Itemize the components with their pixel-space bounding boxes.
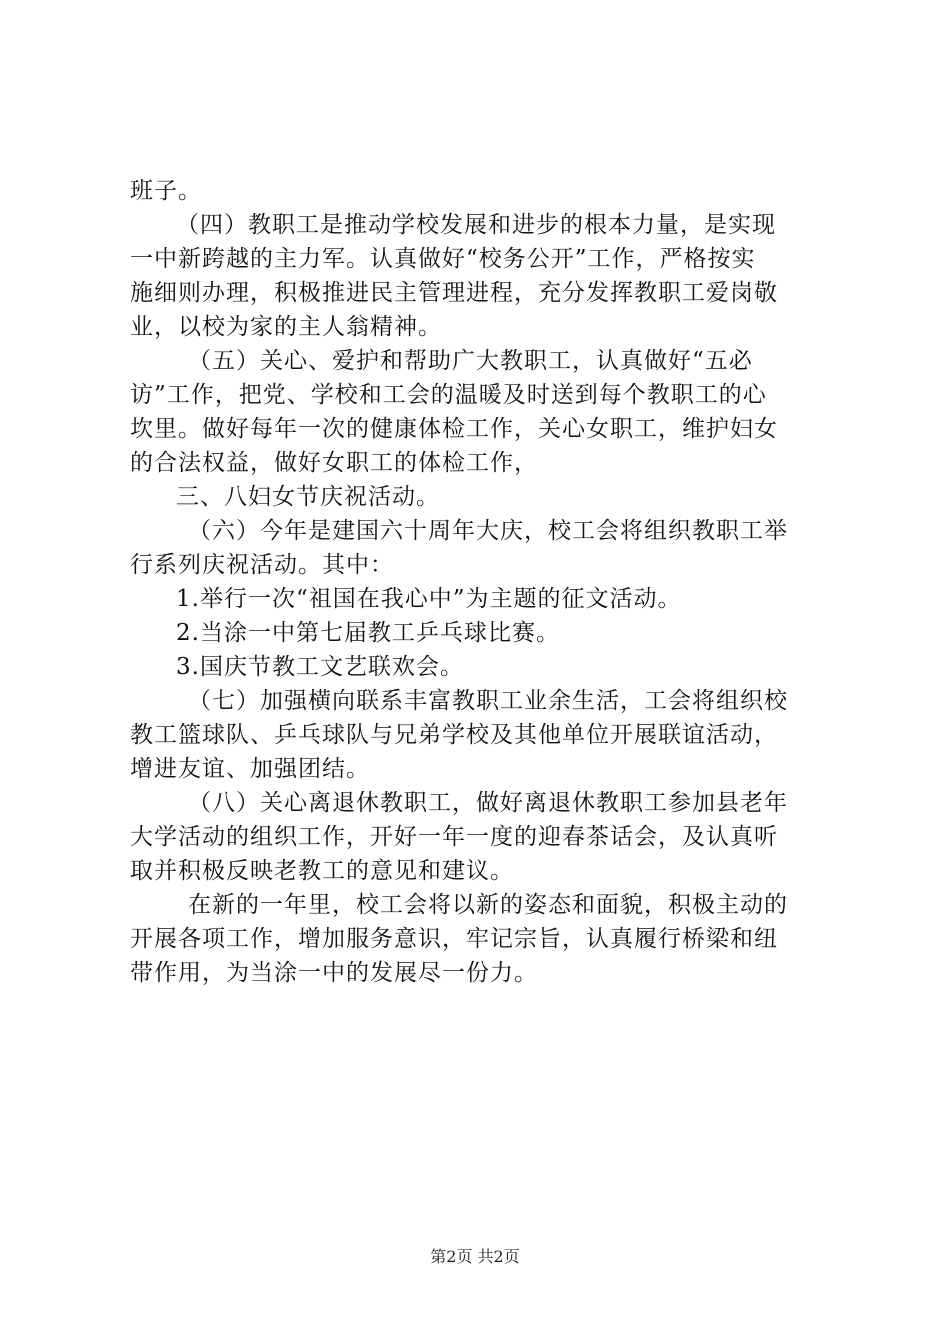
text-line: 在新的一年里，校工会将以新的姿态和面貌，积极主动的 [188, 892, 788, 918]
text-line: 的合法权益，做好女职工的体检工作， [130, 450, 538, 476]
text-line: （八）关心离退休教职工，做好离退休教职工参加县老年 [188, 790, 788, 816]
list-item: 1.举行一次“祖国在我心中”为主题的征文活动。 [176, 586, 682, 612]
text-line: 大学活动的组织工作，开好一年一度的迎春茶话会，及认真听 [130, 824, 778, 850]
text-line: 三、八妇女节庆祝活动。 [176, 484, 440, 510]
text-line: 教工篮球队、乒乓球队与兄弟学校及其他单位开展联谊活动， [130, 722, 778, 748]
text-line: （六）今年是建国六十周年大庆，校工会将组织教职工举 [188, 518, 788, 544]
text-line: 一中新跨越的主力军。认真做好“校务公开”工作，严格按实 [130, 246, 756, 272]
text-line: 坎里。做好每年一次的健康体检工作，关心女职工，维护妇女 [130, 416, 778, 442]
text-line: 增进友谊、加强团结。 [130, 756, 370, 782]
text-line: 班子。 [130, 178, 202, 204]
text-line: （四）教职工是推动学校发展和进步的根本力量，是实现 [176, 212, 776, 238]
text-line: 行系列庆祝活动。其中： [130, 552, 394, 578]
text-line: 业，以校为家的主人翁精神。 [130, 314, 442, 340]
text-line: （五）关心、爱护和帮助广大教职工，认真做好“五必 [188, 348, 753, 374]
text-line: 带作用，为当涂一中的发展尽一份力。 [130, 960, 538, 986]
document-body [130, 174, 830, 990]
page-number-footer: 第2页 共2页 [430, 1247, 520, 1266]
text-line: （七）加强横向联系丰富教职工业余生活，工会将组织校 [188, 688, 788, 714]
list-item: 3.国庆节教工文艺联欢会。 [176, 654, 464, 680]
text-line: 施细则办理，积极推进民主管理进程，充分发挥教职工爱岗敬 [130, 280, 778, 306]
text-line: 访”工作，把党、学校和工会的温暖及时送到每个教职工的心 [130, 382, 767, 408]
text-line: 开展各项工作，增加服务意识，牢记宗旨，认真履行桥梁和纽 [130, 926, 778, 952]
text-line: 取并积极反映老教工的意见和建议。 [130, 858, 514, 884]
list-item: 2.当涂一中第七届教工乒乓球比赛。 [176, 620, 560, 646]
